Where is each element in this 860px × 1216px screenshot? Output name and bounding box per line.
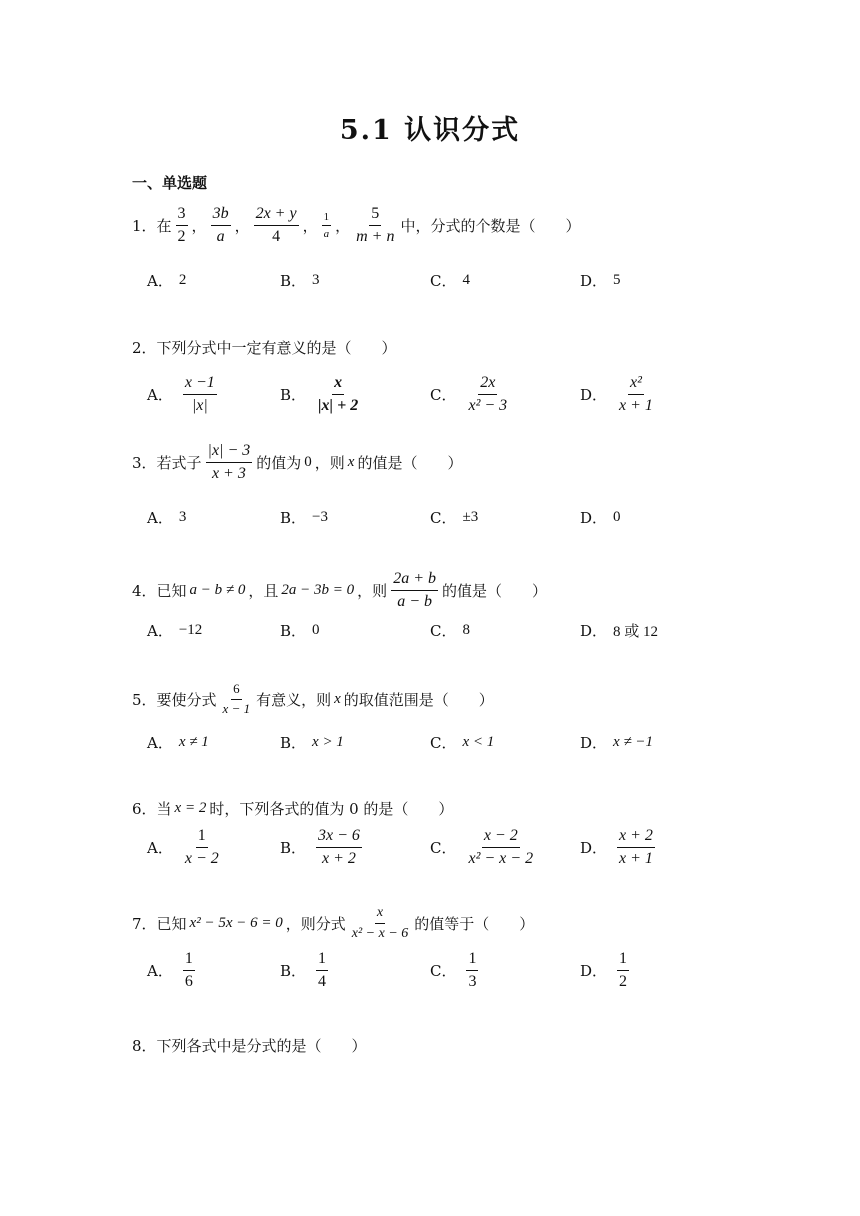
- q5-option-c: [430, 732, 494, 753]
- q1-sep-3: ，: [302, 217, 318, 236]
- q7-option-a-fraction: [183, 950, 195, 992]
- q4-option-d-label: D．: [580, 622, 608, 640]
- q1-option-c-label: C．: [430, 272, 457, 290]
- q7-num: x: [375, 905, 385, 924]
- q6-prefix: 6．当: [132, 800, 172, 818]
- q6-b-den: x + 2: [322, 850, 356, 868]
- q6-option-d: [580, 827, 659, 869]
- q3-prefix: 3．若式子: [132, 454, 202, 473]
- q1-frac2-num: 3b: [211, 205, 231, 226]
- q1-option-d: [580, 270, 621, 291]
- q3-den: x + 3: [211, 465, 246, 483]
- q8-text: 8．下列各式中是分式的是（ ）: [132, 1037, 367, 1055]
- q2-option-a-label: A．: [147, 386, 173, 405]
- q4-option-d-value: 8 或 12: [613, 624, 659, 640]
- q6-d-num: x + 2: [617, 827, 655, 848]
- question-4: [132, 570, 547, 612]
- q5-var: x: [334, 690, 341, 707]
- q6-a-den: x − 2: [184, 850, 219, 868]
- q7-b-den: 4: [318, 973, 327, 991]
- q1-option-a-value: 2: [178, 272, 187, 288]
- q1-option-a: [147, 270, 186, 291]
- section-heading: 一、单选题: [132, 174, 208, 192]
- q4-prefix: 4．已知: [132, 582, 187, 601]
- q7-d-num: 1: [617, 950, 629, 971]
- q1-option-c-value: 4: [462, 272, 470, 288]
- q5-den: x − 1: [222, 700, 251, 716]
- q7-option-b: [280, 950, 332, 992]
- q6-option-b-fraction: [316, 827, 362, 869]
- q4-den: a − b: [397, 593, 432, 611]
- q1-option-d-label: D．: [580, 272, 608, 290]
- q1-prefix: 1．在: [132, 217, 172, 236]
- q3-option-d: [580, 507, 621, 528]
- q3-option-a: [147, 507, 186, 528]
- q7-option-a: [147, 950, 199, 992]
- q6-option-b-label: B．: [280, 839, 307, 858]
- q1-suffix: 中，分式的个数是（ ）: [400, 217, 581, 236]
- q7-option-b-label: B．: [280, 962, 307, 981]
- q2-c-den: x² − 3: [468, 397, 508, 415]
- q1-option-a-label: A．: [147, 272, 173, 290]
- q2-option-b-label: B．: [280, 386, 307, 405]
- q4-option-a-label: A．: [147, 622, 173, 640]
- q6-option-a: [147, 827, 225, 869]
- q2-option-b-fraction: [316, 374, 360, 416]
- q7-a-num: 1: [183, 950, 195, 971]
- q4-option-a: [147, 620, 202, 641]
- q1-frac5-den: m + n: [356, 228, 395, 246]
- q6-b-num: 3x − 6: [316, 827, 362, 848]
- page-title: 5.1 认识分式: [339, 115, 521, 146]
- q4-cond2: 2a − 3b = 0: [281, 582, 355, 599]
- q7-option-c-label: C．: [430, 962, 457, 981]
- q7-option-a-label: A．: [147, 962, 173, 981]
- q6-option-b: [280, 827, 366, 869]
- q1-fraction-4: [322, 211, 332, 241]
- q3-mid: 的值为: [256, 454, 302, 473]
- q4-cond1: a − b ≠ 0: [189, 582, 246, 599]
- q7-c-den: 3: [468, 973, 477, 991]
- q5-option-b-value: x > 1: [312, 734, 344, 750]
- q7-mid: ，则分式: [285, 915, 346, 934]
- q6-c-den: x² − x − 2: [468, 850, 534, 868]
- question-8: [132, 1035, 367, 1056]
- q1-frac5-num: 5: [369, 205, 381, 226]
- q5-option-d-value: x ≠ −1: [613, 734, 654, 750]
- q1-frac4-den: a: [323, 228, 330, 241]
- q1-frac1-num: 3: [176, 205, 188, 226]
- q2-option-d: [580, 374, 659, 416]
- q6-option-d-label: D．: [580, 839, 608, 858]
- q6-suffix: 时，下列各式的值为 0 的是（ ）: [209, 800, 454, 818]
- question-1: [132, 205, 580, 247]
- q3-option-d-value: 0: [613, 509, 621, 525]
- q7-b-num: 1: [316, 950, 328, 971]
- q2-a-den: |x|: [191, 397, 208, 415]
- question-2: [132, 337, 397, 358]
- q5-fraction: [221, 682, 253, 717]
- q3-suffix: 的值是（ ）: [357, 454, 463, 473]
- q6-option-a-fraction: [183, 827, 221, 869]
- q1-frac3-num: 2x + y: [254, 205, 299, 226]
- q7-option-d: [580, 950, 633, 992]
- question-7: [132, 905, 534, 942]
- q1-sep-4: ，: [335, 217, 351, 236]
- q3-option-c-label: C．: [430, 509, 457, 527]
- q4-mid: ，且: [248, 582, 279, 601]
- q2-option-d-fraction: [617, 374, 655, 416]
- q1-fraction-2: [211, 205, 231, 247]
- q5-num: 6: [231, 682, 242, 700]
- q5-option-a: [147, 732, 209, 753]
- q4-option-c: [430, 620, 470, 641]
- q2-d-den: x + 1: [619, 397, 653, 415]
- q1-option-b-value: 3: [312, 272, 320, 288]
- q1-fraction-3: [254, 205, 299, 247]
- q7-fraction: [350, 905, 411, 942]
- q1-sep-1: ，: [191, 217, 207, 236]
- q2-d-num: x²: [628, 374, 644, 395]
- question-5: [132, 682, 494, 717]
- question-6: [132, 798, 453, 819]
- q4-option-d: [580, 620, 658, 641]
- q7-option-b-fraction: [316, 950, 328, 992]
- q1-frac3-den: 4: [272, 228, 281, 246]
- q1-option-b: [280, 270, 320, 291]
- q5-option-d: [580, 732, 653, 753]
- q4-option-a-value: −12: [178, 622, 203, 638]
- q7-option-d-label: D．: [580, 962, 608, 981]
- q2-option-b: [280, 374, 364, 416]
- q7-den: x² − x − 6: [351, 926, 409, 942]
- q3-option-d-label: D．: [580, 509, 608, 527]
- q1-frac1-den: 2: [177, 228, 186, 246]
- q2-a-num: x −1: [183, 374, 217, 395]
- q4-num: 2a + b: [391, 570, 438, 591]
- q6-option-a-label: A．: [147, 839, 173, 858]
- q1-option-d-value: 5: [613, 272, 621, 288]
- q2-option-c-label: C．: [430, 386, 457, 405]
- q6-option-c-fraction: [466, 827, 535, 869]
- q7-option-c-fraction: [466, 950, 478, 992]
- q4-option-c-value: 8: [462, 622, 470, 638]
- q6-cond: x = 2: [174, 800, 207, 816]
- q4-option-b: [280, 620, 320, 641]
- q2-option-d-label: D．: [580, 386, 608, 405]
- q3-num: |x| − 3: [206, 442, 253, 463]
- q1-sep-2: ，: [234, 217, 250, 236]
- q2-option-c: [430, 374, 513, 416]
- q4-option-c-label: C．: [430, 622, 457, 640]
- q5-prefix: 5．要使分式: [132, 690, 217, 709]
- q5-option-d-label: D．: [580, 734, 608, 752]
- q2-b-den: |x| + 2: [318, 397, 359, 415]
- q6-d-den: x + 1: [619, 850, 653, 868]
- q6-option-c-label: C．: [430, 839, 457, 858]
- q5-suffix: 的取值范围是（ ）: [343, 690, 494, 709]
- q1-option-b-label: B．: [280, 272, 307, 290]
- q3-option-c-value: ±3: [462, 509, 479, 525]
- q7-prefix: 7．已知: [132, 915, 187, 934]
- q4-option-b-value: 0: [312, 622, 320, 638]
- q1-fraction-1: [176, 205, 188, 247]
- q1-option-c: [430, 270, 470, 291]
- q5-option-c-value: x < 1: [462, 734, 495, 750]
- q3-option-c: [430, 507, 478, 528]
- q7-suffix: 的值等于（ ）: [414, 915, 535, 934]
- q4-mid2: ，则: [357, 582, 388, 601]
- q5-option-c-label: C．: [430, 734, 457, 752]
- q3-option-b-label: B．: [280, 509, 307, 527]
- q2-c-num: 2x: [478, 374, 497, 395]
- q2-option-a: [147, 374, 221, 416]
- question-3: [132, 442, 462, 484]
- q5-option-b-label: B．: [280, 734, 307, 752]
- q2-option-c-fraction: [466, 374, 509, 416]
- q2-text: 2．下列分式中一定有意义的是（ ）: [132, 339, 397, 357]
- q7-c-num: 1: [466, 950, 478, 971]
- q3-mid2: ，则: [314, 454, 345, 473]
- q3-var: x: [347, 454, 355, 471]
- q4-option-b-label: B．: [280, 622, 307, 640]
- q3-option-b-value: −3: [312, 509, 328, 525]
- q5-option-a-value: x ≠ 1: [178, 734, 209, 750]
- q3-option-a-value: 3: [178, 509, 187, 525]
- q7-option-d-fraction: [617, 950, 629, 992]
- q4-suffix: 的值是（ ）: [441, 582, 547, 601]
- q1-frac4-num: 1: [322, 211, 332, 227]
- q3-fraction: [206, 442, 253, 484]
- q7-option-c: [430, 950, 482, 992]
- q6-option-d-fraction: [617, 827, 655, 869]
- q2-b-num: x: [332, 374, 344, 395]
- q6-c-num: x − 2: [482, 827, 520, 848]
- q6-option-c: [430, 827, 539, 869]
- q4-fraction: [391, 570, 438, 612]
- q2-option-a-fraction: [183, 374, 217, 416]
- q3-option-a-label: A．: [147, 509, 173, 527]
- q3-zero: 0: [304, 454, 312, 471]
- q7-a-den: 6: [184, 973, 193, 991]
- q3-option-b: [280, 507, 328, 528]
- q7-d-den: 2: [619, 973, 628, 991]
- q5-option-b: [280, 732, 344, 753]
- q6-a-num: 1: [196, 827, 208, 848]
- q7-cond: x² − 5x − 6 = 0: [189, 915, 283, 932]
- q5-mid: 有意义，则: [256, 690, 332, 709]
- q1-fraction-5: [354, 205, 396, 247]
- q5-option-a-label: A．: [147, 734, 173, 752]
- q1-frac2-den: a: [216, 228, 225, 246]
